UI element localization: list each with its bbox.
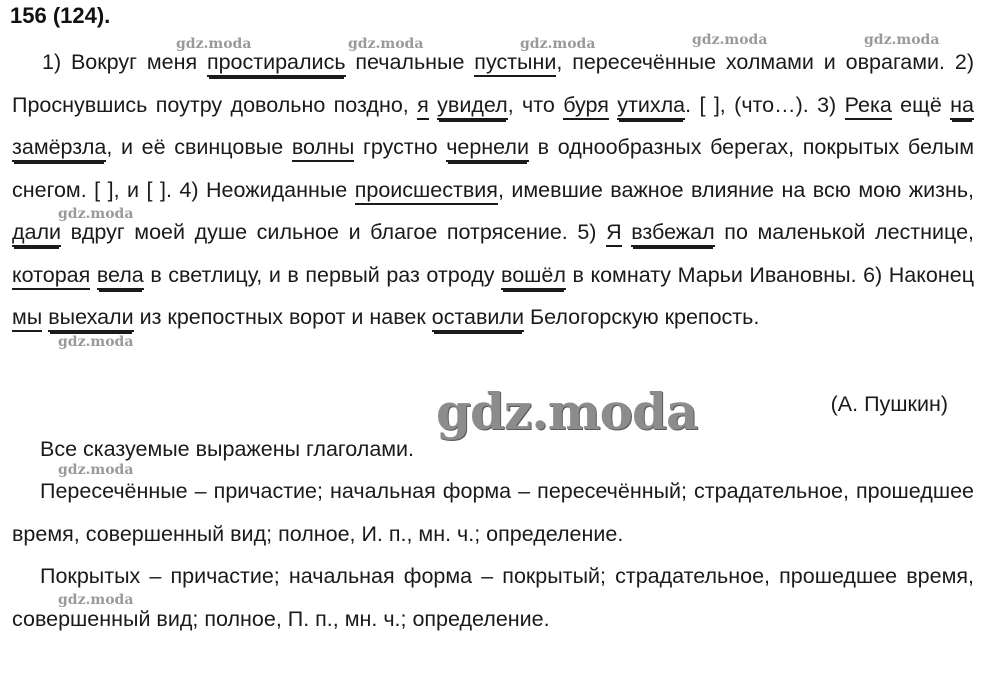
text-fragment: в комнату Марьи Ивановны. 6) Наконец — [565, 262, 975, 287]
watermark: gdz.moda — [348, 36, 424, 52]
text-fragment: из крепостных ворот и навек — [133, 305, 432, 329]
text-fragment: ещё — [891, 92, 951, 117]
answer-paragraph-2 — [12, 555, 974, 640]
answer-paragraph-1 — [12, 470, 974, 555]
exercise-text — [12, 41, 974, 339]
answer-text: Все сказуемые выражены глаголами. — [40, 437, 415, 461]
text-fragment: , что — [507, 92, 564, 117]
answer-text: Покрытых – причастие; начальная форма – покрытый; страдательное, прошедшее время, совершенный вид; полное, П. п., мн. ч.; определение. — [12, 564, 974, 631]
predicate-word: увидел — [437, 93, 508, 120]
text-fragment: вдруг моей душе сильное и благое потрясение. 5) — [61, 220, 607, 244]
predicate-word: выехали — [48, 305, 133, 332]
text-fragment: печальные — [345, 50, 475, 74]
subject-word: буря — [563, 93, 609, 120]
predicate-word: оставили — [432, 305, 524, 332]
subject-word: происшествия — [355, 178, 498, 205]
watermark: gdz.moda — [58, 334, 134, 350]
exercise-number: 156 (124). — [10, 3, 111, 28]
text-fragment: , и её свинцовые — [106, 135, 292, 159]
predicate-word: простирались — [207, 50, 346, 77]
watermark: gdz.moda — [692, 32, 768, 48]
answer-text: Пересечённые – причастие; начальная форма – пересечённый; страдательное, прошедшее время, совершенный вид; полное, И. п., мн. ч.; определение. — [12, 479, 974, 546]
text-fragment: Белогорскую крепость. — [524, 305, 760, 329]
text-fragment: , пересечённые холмами и оврагами. 2) Проснувшись поутру довольно поздно, — [12, 50, 974, 117]
text-fragment: в однообразных берегах, покрытых белым снегом. [ ], и [ ]. 4) Неожиданные — [12, 135, 974, 202]
watermark: gdz.moda — [58, 592, 134, 608]
text-fragment — [622, 220, 632, 244]
subject-word: волны — [292, 135, 355, 162]
watermark: gdz.moda — [58, 206, 134, 222]
text-fragment: грустно — [354, 135, 447, 159]
watermark: gdz.moda — [176, 36, 252, 52]
predicate-word: чернели — [446, 135, 529, 162]
text-fragment — [90, 263, 97, 287]
predicate-word: дали — [12, 220, 61, 247]
watermark: gdz.moda — [520, 36, 596, 52]
text-fragment — [429, 93, 437, 117]
text-fragment: . [ ], (что…). 3) — [685, 92, 845, 117]
subject-word: пустыни — [474, 50, 556, 77]
text-fragment: по маленькой лестнице, — [714, 220, 975, 244]
watermark: gdz.moda — [58, 462, 134, 478]
subject-word: я — [417, 93, 429, 120]
subject-word: которая — [12, 263, 90, 290]
predicate-word: вошёл — [501, 263, 566, 290]
predicate-word: утихла — [617, 93, 685, 120]
predicate-word: на замёрзла — [12, 93, 974, 163]
predicate-word: взбежал — [631, 220, 714, 247]
watermark: gdz.moda — [864, 32, 940, 48]
predicate-word: вела — [97, 263, 144, 290]
subject-word: Я — [606, 220, 622, 247]
text-fragment: 1) Вокруг — [42, 50, 147, 74]
text-fragment: меня — [146, 50, 207, 74]
text-fragment: , имевшие важное влияние на всю мою жизнь, — [497, 177, 974, 202]
author-attribution: (А. Пушкин) — [830, 392, 948, 416]
subject-word: мы — [12, 305, 42, 332]
subject-word: Река — [845, 93, 892, 120]
watermark-large: gdz.moda — [436, 382, 698, 441]
text-fragment: в светлицу, и в первый раз отроду — [143, 262, 502, 287]
